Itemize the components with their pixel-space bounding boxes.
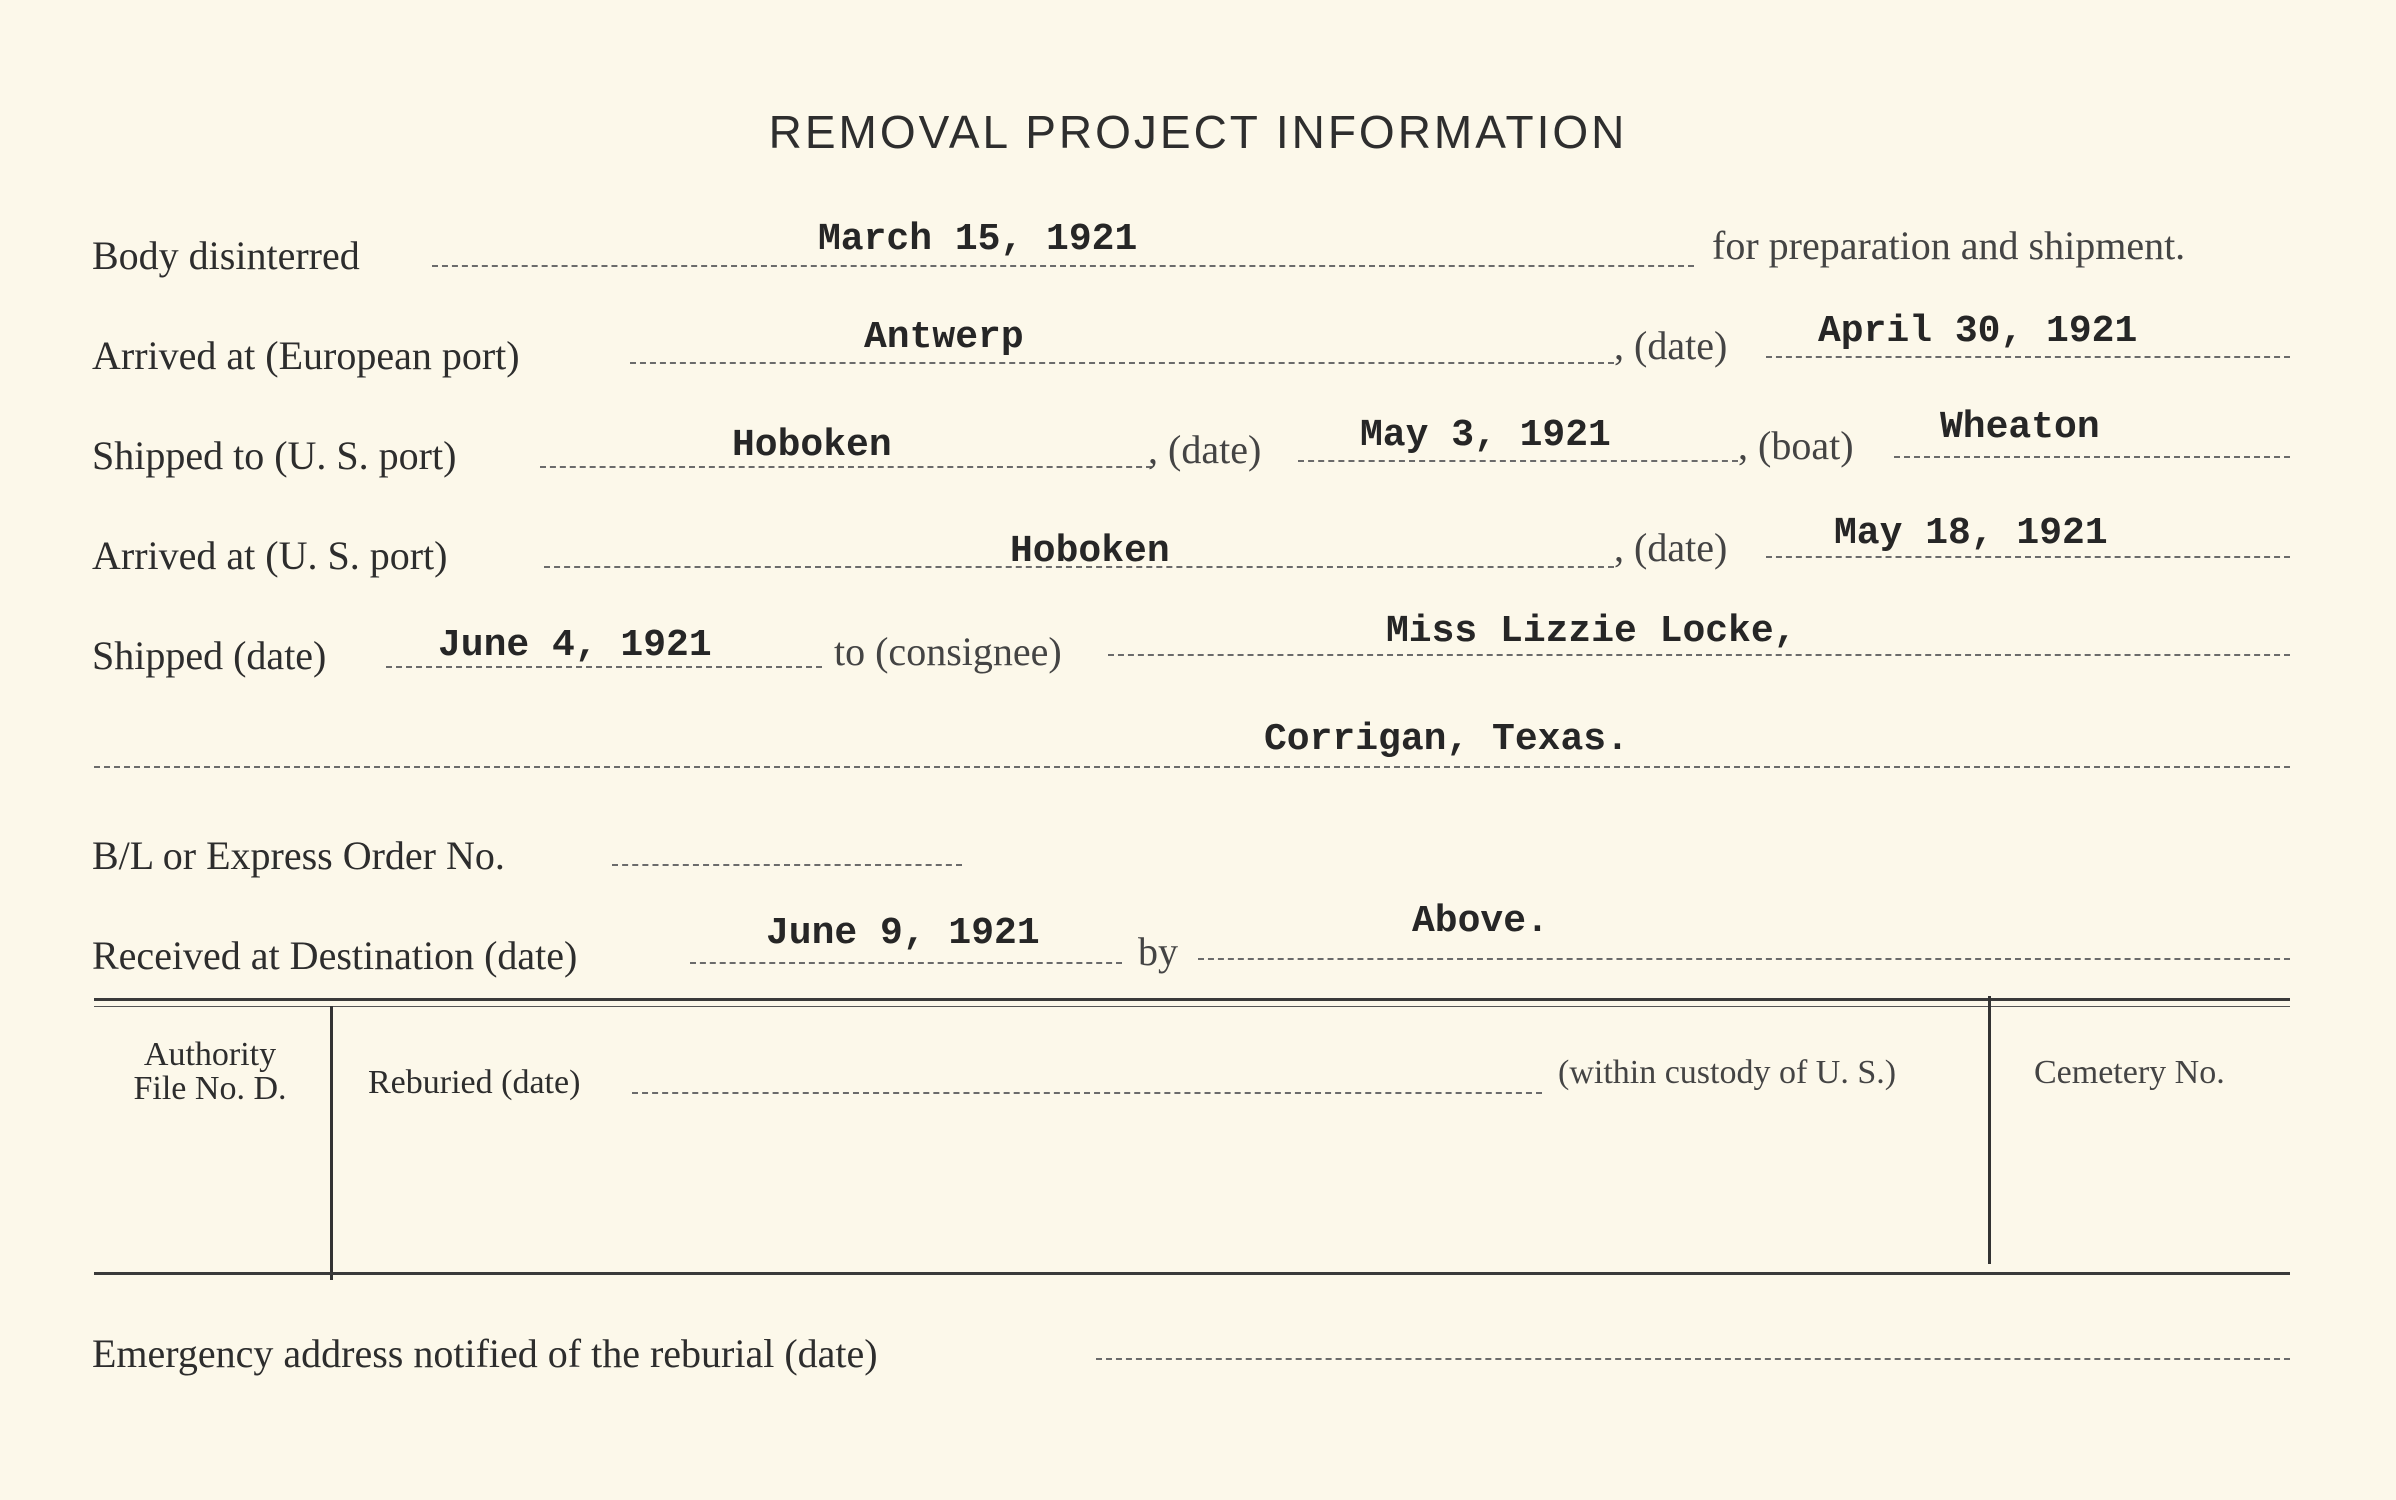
consignee-value: Miss Lizzie Locke, — [1386, 610, 1797, 653]
body-disinterred-label: Body disinterred — [92, 233, 360, 278]
boat-line — [1894, 456, 2290, 458]
consignee-line — [1108, 654, 2290, 656]
arrived-us-date: May 18, 1921 — [1834, 512, 2108, 555]
table-top-rule-inner — [94, 1006, 2290, 1007]
shipped-us-date-label: , (date) — [1148, 427, 1262, 472]
arrived-us-label: Arrived at (U. S. port) — [92, 533, 448, 578]
body-disinterred-suffix: for preparation and shipment. — [1712, 223, 2186, 268]
cemetery-label: Cemetery No. — [2034, 1054, 2225, 1091]
arrived-european-date-label: , (date) — [1614, 323, 1728, 368]
emergency-line — [1096, 1358, 2290, 1360]
bl-label: B/L or Express Order No. — [92, 833, 505, 878]
table-bottom-rule — [94, 1272, 2290, 1275]
shipped-date-value: June 4, 1921 — [438, 624, 712, 667]
shipped-date-label: Shipped (date) — [92, 633, 327, 678]
shipped-us-date: May 3, 1921 — [1360, 414, 1611, 457]
emergency-label: Emergency address notified of the reburial (date) — [92, 1331, 878, 1376]
table-top-rule — [94, 998, 2290, 1001]
authority-label-1: Authority — [143, 1036, 277, 1073]
body-disinterred-value: March 15, 1921 — [818, 218, 1138, 261]
table-divider-left — [330, 1006, 333, 1280]
by-line — [1198, 958, 2290, 960]
arrived-us-date-label: , (date) — [1614, 525, 1728, 570]
arrived-us-value: Hoboken — [1010, 530, 1170, 573]
arrived-european-date: April 30, 1921 — [1818, 310, 2138, 353]
table-divider-right — [1988, 996, 1991, 1264]
arrived-european-line — [630, 362, 1614, 364]
arrived-european-date-line — [1766, 356, 2290, 358]
reburied-line — [632, 1092, 1542, 1094]
arrived-european-label: Arrived at (European port) — [92, 333, 520, 378]
boat-value: Wheaton — [1940, 406, 2100, 449]
received-line — [690, 962, 1122, 964]
authority-label-2: File No. D. — [133, 1070, 287, 1107]
consignee-address: Corrigan, Texas. — [1264, 718, 1629, 761]
arrived-us-date-line — [1766, 556, 2290, 558]
boat-label: , (boat) — [1738, 423, 1854, 468]
received-label: Received at Destination (date) — [92, 933, 578, 978]
shipped-us-value: Hoboken — [732, 424, 892, 467]
bl-line — [612, 864, 962, 866]
custody-label: (within custody of U. S.) — [1558, 1054, 1897, 1091]
body-disinterred-line — [432, 265, 1694, 267]
consignee-address-line — [94, 766, 2290, 768]
consignee-label: to (consignee) — [834, 629, 1062, 674]
by-label: by — [1138, 929, 1178, 974]
received-value: June 9, 1921 — [766, 912, 1040, 955]
arrived-european-value: Antwerp — [864, 316, 1024, 359]
shipped-us-date-line — [1298, 460, 1738, 462]
card-title: REMOVAL PROJECT INFORMATION — [768, 106, 1628, 158]
by-value: Above. — [1412, 900, 1549, 943]
shipped-us-label: Shipped to (U. S. port) — [92, 433, 457, 478]
reburied-label: Reburied (date) — [368, 1064, 581, 1101]
